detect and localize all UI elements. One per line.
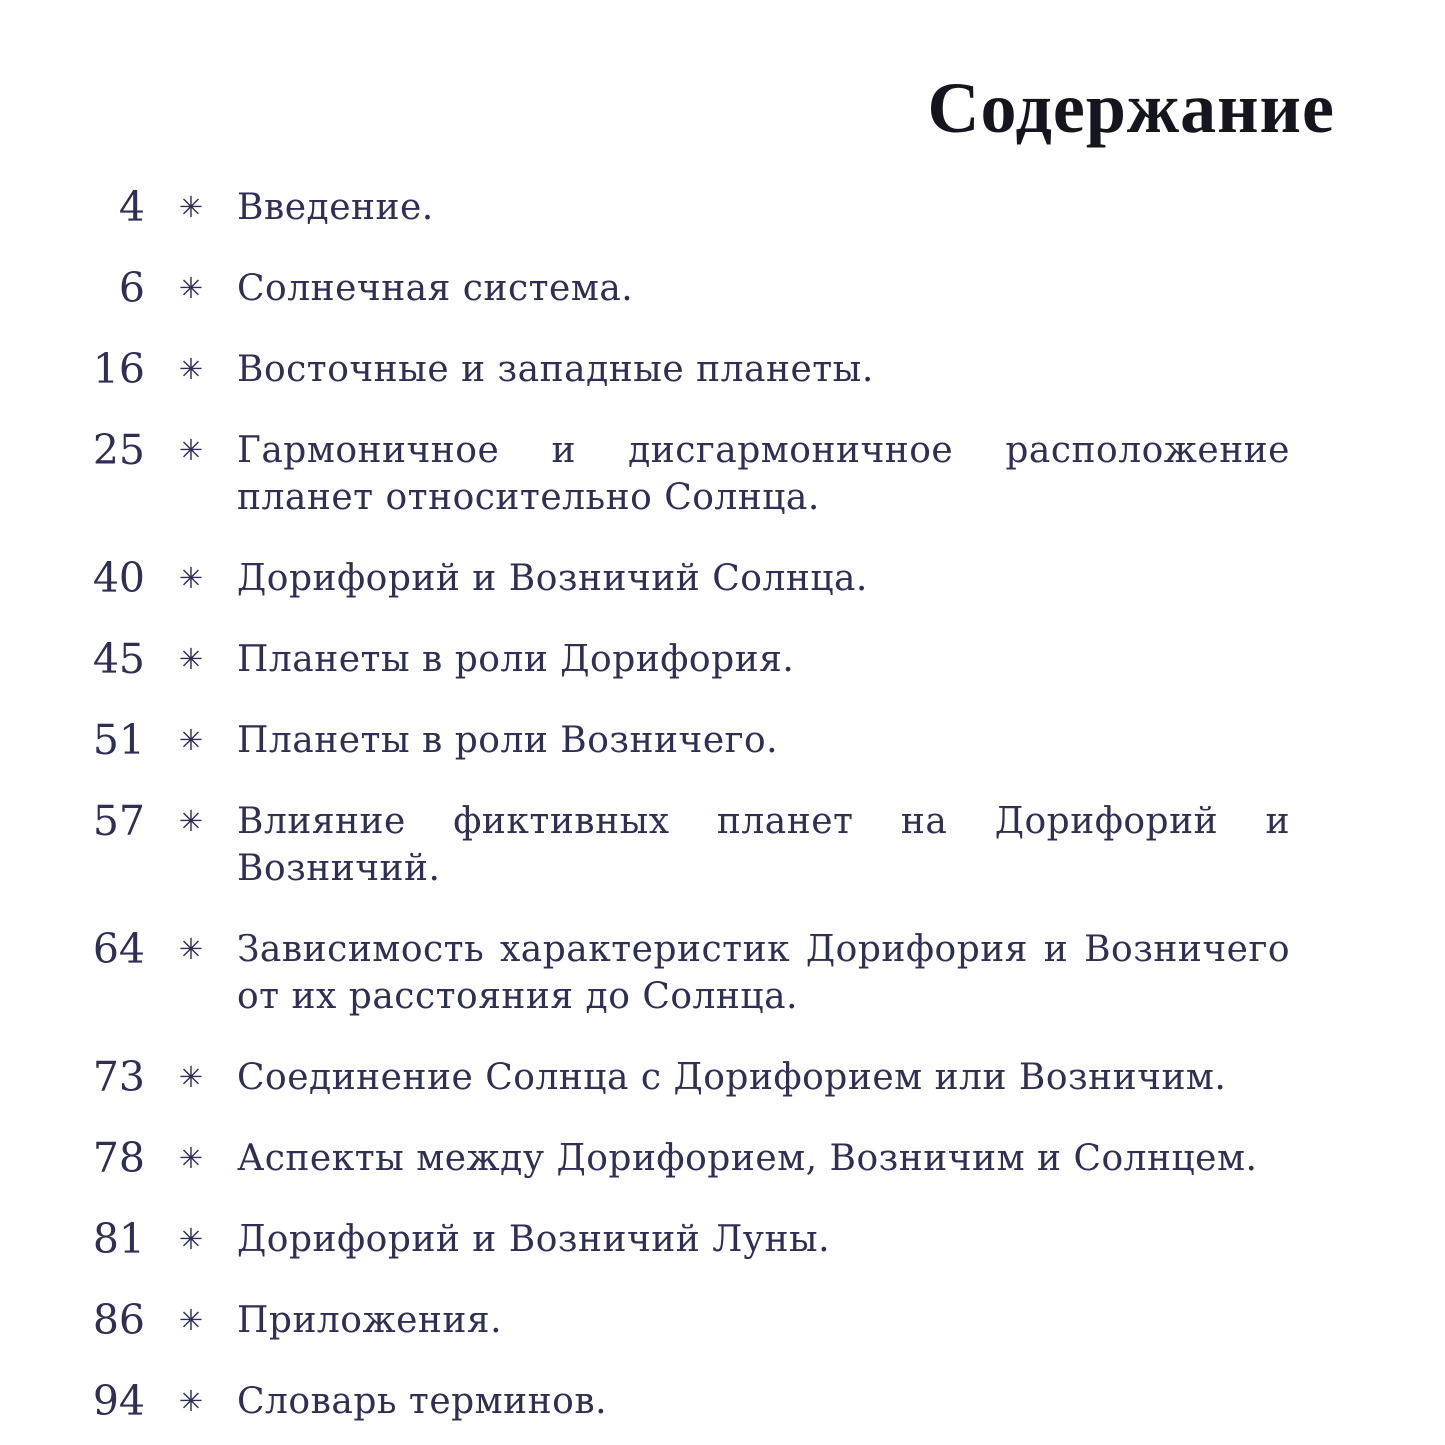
toc-page-number: 64 xyxy=(92,925,145,973)
toc-page-number: 25 xyxy=(92,426,145,474)
toc-entry xyxy=(0,1297,1445,1344)
asterisk-icon: ✳ xyxy=(178,1384,204,1418)
toc-list xyxy=(0,184,1445,1425)
toc-page-number: 51 xyxy=(92,716,145,764)
toc-entry xyxy=(0,1054,1445,1101)
toc-entry xyxy=(0,346,1445,393)
toc-page-number: 4 xyxy=(118,183,145,231)
toc-entry xyxy=(0,184,1445,231)
toc-page-number: 94 xyxy=(92,1377,145,1425)
asterisk-icon: ✳ xyxy=(178,271,204,305)
toc-page-number: 6 xyxy=(118,264,145,312)
asterisk-icon: ✳ xyxy=(178,1222,204,1256)
asterisk-icon: ✳ xyxy=(178,352,204,386)
asterisk-icon: ✳ xyxy=(178,190,204,224)
asterisk-icon: ✳ xyxy=(178,1303,204,1337)
toc-entry-title: Зависимость характеристик Дорифория и Возничего от их расстояния до Солнца. xyxy=(237,929,1290,1017)
toc-entry xyxy=(0,636,1445,683)
toc-entry-title: Влияние фиктивных планет на Дорифорий и Возничий. xyxy=(237,801,1290,889)
toc-entry-title: Введение. xyxy=(237,187,434,228)
toc-entry xyxy=(0,1135,1445,1182)
toc-entry-title: Аспекты между Дорифорием, Возничим и Солнцем. xyxy=(237,1138,1258,1179)
toc-entry xyxy=(0,427,1445,521)
toc-page-number: 16 xyxy=(92,345,145,393)
toc-entry xyxy=(0,1378,1445,1425)
asterisk-icon: ✳ xyxy=(178,804,204,838)
asterisk-icon: ✳ xyxy=(178,932,204,966)
toc-entry-title: Гармоничное и дисгармоничное расположение планет относительно Солнца. xyxy=(237,430,1290,518)
toc-page-number: 73 xyxy=(92,1053,145,1101)
asterisk-icon: ✳ xyxy=(178,561,204,595)
toc-entry xyxy=(0,265,1445,312)
toc-entry-title: Солнечная система. xyxy=(237,268,634,309)
toc-entry-title: Дорифорий и Возничий Луны. xyxy=(237,1219,831,1260)
toc-page-number: 86 xyxy=(92,1296,145,1344)
toc-entry-title: Дорифорий и Возничий Солнца. xyxy=(237,558,868,599)
asterisk-icon: ✳ xyxy=(178,433,204,467)
toc-page-number: 40 xyxy=(92,554,145,602)
toc-page-number: 57 xyxy=(92,797,145,845)
toc-entry xyxy=(0,1216,1445,1263)
asterisk-icon: ✳ xyxy=(178,1060,204,1094)
toc-page-number: 78 xyxy=(92,1134,145,1182)
toc-entry xyxy=(0,555,1445,602)
toc-entry-title: Приложения. xyxy=(237,1300,503,1341)
toc-entry-title: Планеты в роли Возничего. xyxy=(237,720,779,761)
toc-entry xyxy=(0,926,1445,1020)
asterisk-icon: ✳ xyxy=(178,723,204,757)
toc-entry xyxy=(0,717,1445,764)
toc-entry-title: Восточные и западные планеты. xyxy=(237,349,874,390)
toc-entry-title: Соединение Солнца с Дорифорием или Возничим. xyxy=(237,1057,1227,1098)
toc-page-number: 45 xyxy=(92,635,145,683)
asterisk-icon: ✳ xyxy=(178,1141,204,1175)
toc-entry-title: Словарь терминов. xyxy=(237,1381,608,1422)
toc-entry xyxy=(0,798,1445,892)
toc-page-number: 81 xyxy=(92,1215,145,1263)
toc-entry-title: Планеты в роли Дорифория. xyxy=(237,639,795,680)
page-title: Содержание xyxy=(927,68,1335,148)
asterisk-icon: ✳ xyxy=(178,642,204,676)
